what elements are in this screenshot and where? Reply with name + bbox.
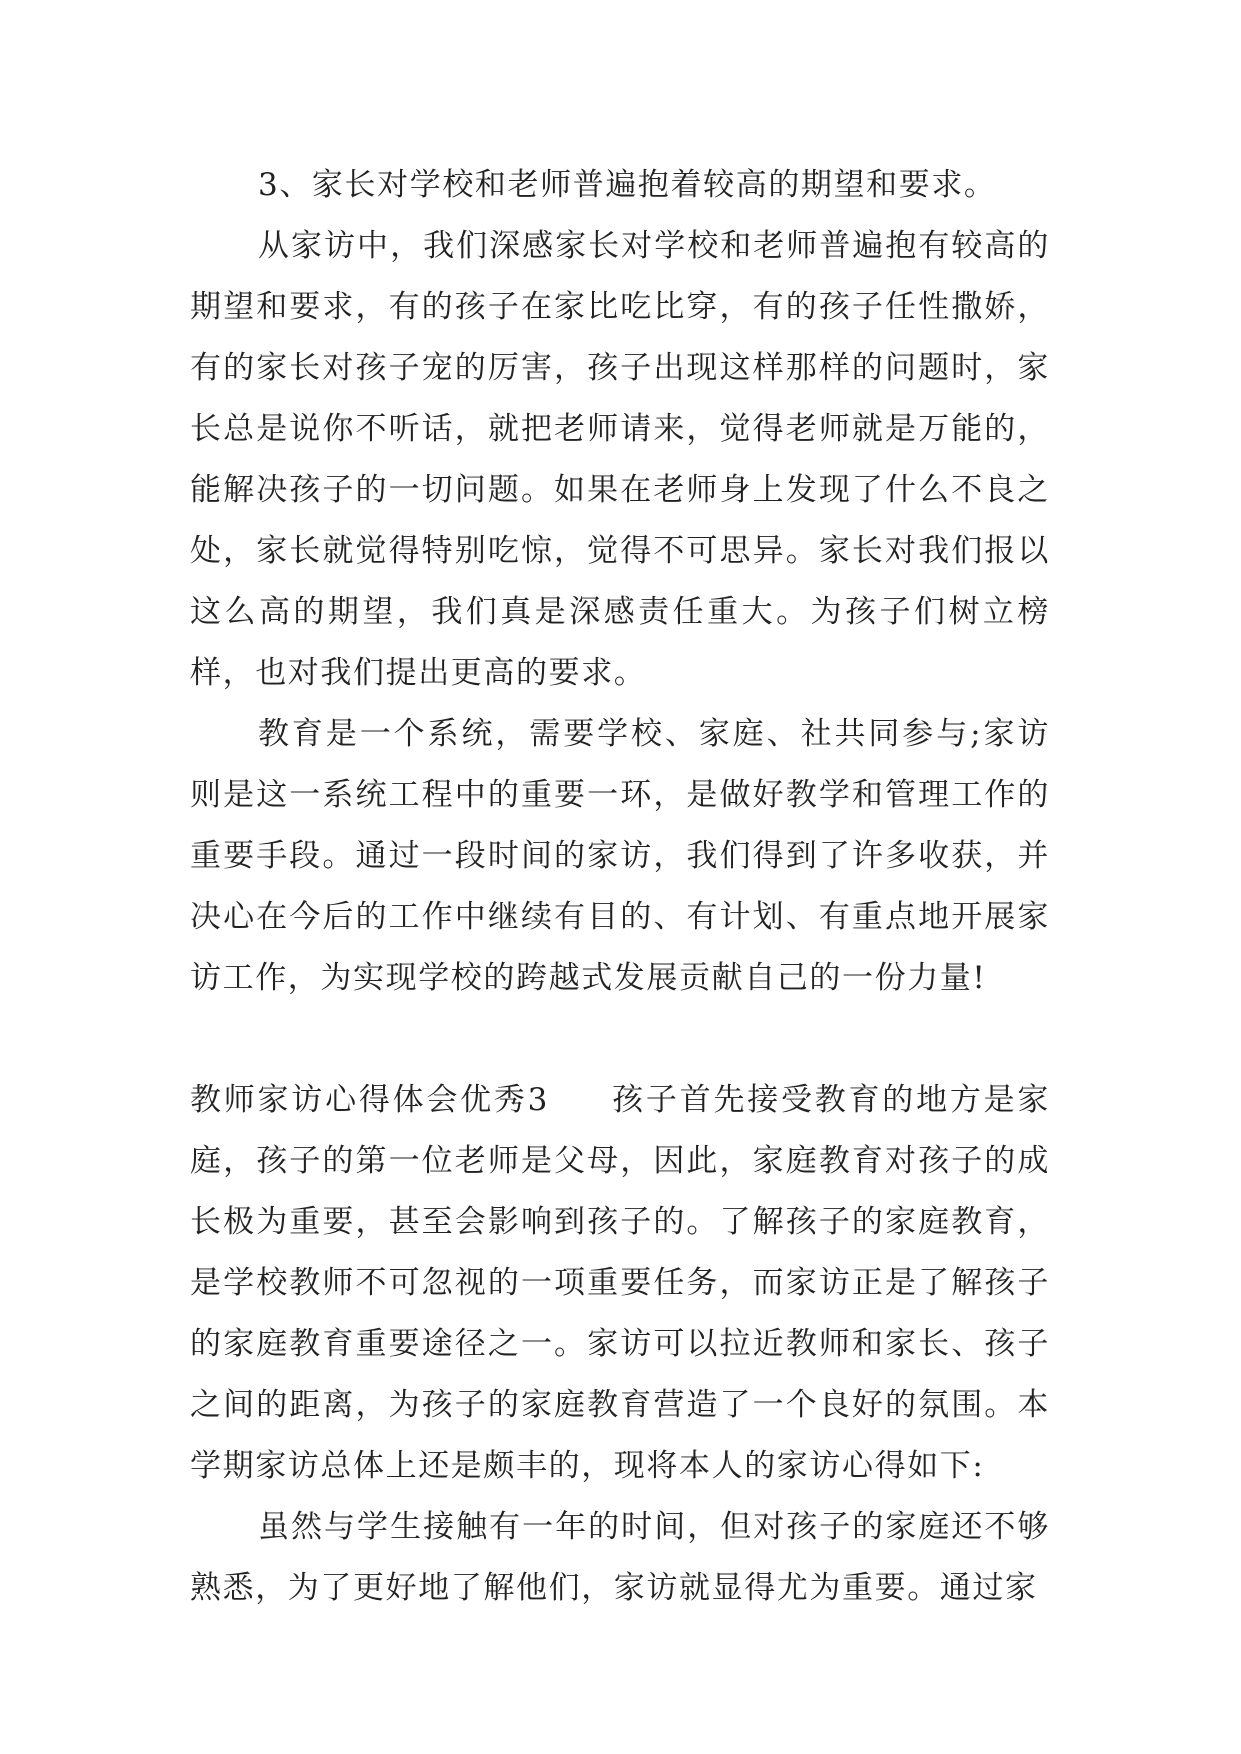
- section-lead-text: 孩子首先接受教育的地方是家庭，孩子的第一位老师是父母，因此，家庭教育对孩子的成长极为重要，甚至会影响到孩子的。了解孩子的家庭教育，是学校教师不可忽视的一项重要任务，而家访正是了解孩子的家庭教育重要途径之一。家访可以拉近教师和家长、孩子之间的距离，为孩子的家庭教育营造了一个良好的氛围。本学期家访总体上还是颇丰的，现将本人的家访心得如下:: [190, 1082, 1050, 1484]
- section-gap: [190, 1009, 1050, 1070]
- document-body: [190, 155, 1050, 1619]
- section-title: 教师家访心得体会优秀3: [190, 1082, 549, 1118]
- paragraph-education-system: 教育是一个系统，需要学校、家庭、社共同参与;家访则是这一系统工程中的重要一环，是做好教学和管理工作的重要手段。通过一段时间的家访，我们得到了许多收获，并决心在今后的工作中继续有目的、有计划、有重点地开展家访工作，为实现学校的跨越式发展贡献自己的一份力量!: [190, 716, 1050, 996]
- paragraph-parent-expectations-heading: 3、家长对学校和老师普遍抱着较高的期望和要求。: [258, 167, 997, 203]
- section-intro-paragraph: [190, 1070, 1050, 1497]
- paragraph-first-year-contact: 虽然与学生接触有一年的时间，但对孩子的家庭还不够熟悉，为了更好地了解他们，家访就显得尤为重要。通过家: [190, 1509, 1050, 1606]
- paragraph-parent-expectations: 从家访中，我们深感家长对学校和老师普遍抱有较高的期望和要求，有的孩子在家比吃比穿，有的孩子任性撒娇，有的家长对孩子宠的厉害，孩子出现这样那样的问题时，家长总是说你不听话，就把老师请来，觉得老师就是万能的，能解决孩子的一切问题。如果在老师身上发现了什么不良之处，家长就觉得特别吃惊，觉得不可思异。家长对我们报以这么高的期望，我们真是深感责任重大。为孩子们树立榜样，也对我们提出更高的要求。: [190, 228, 1050, 691]
